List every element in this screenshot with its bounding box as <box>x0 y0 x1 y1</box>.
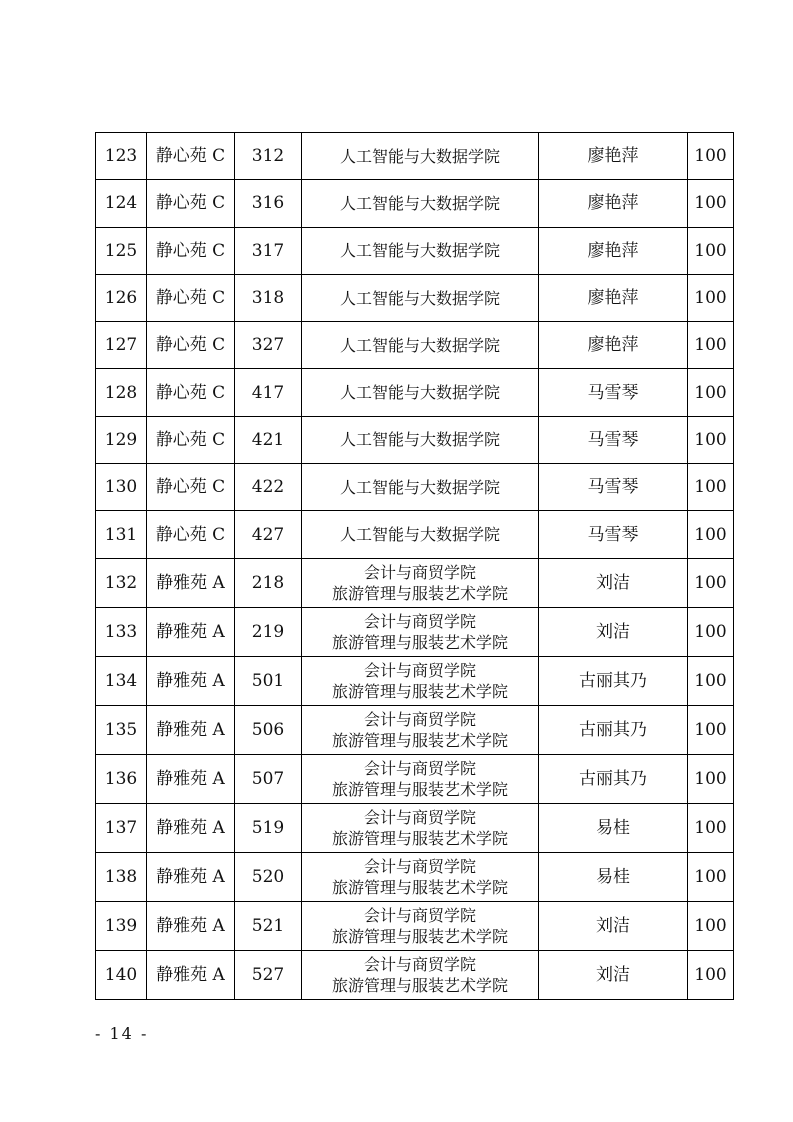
room-number-cell: 218 <box>235 558 302 607</box>
table-row <box>96 322 734 369</box>
building-cell: 静心苑 C <box>147 322 235 369</box>
college-name: 人工智能与大数据学院 <box>339 335 500 355</box>
college-name: 人工智能与大数据学院 <box>339 288 500 308</box>
college-name: 人工智能与大数据学院 <box>339 383 500 403</box>
building-cell: 静心苑 C <box>147 464 235 511</box>
person-cell: 刘洁 <box>539 901 688 950</box>
college-name: 人工智能与大数据学院 <box>339 241 500 261</box>
room-number-cell: 520 <box>235 852 302 901</box>
table-row <box>96 607 734 656</box>
college-name: 旅游管理与服装艺术学院 <box>331 877 508 897</box>
college-name: 人工智能与大数据学院 <box>339 525 500 545</box>
row-number-cell: 134 <box>96 656 147 705</box>
row-number-cell: 124 <box>96 180 147 227</box>
building-cell: 静雅苑 A <box>147 705 235 754</box>
table-row <box>96 274 734 321</box>
college-name: 旅游管理与服装艺术学院 <box>331 730 508 750</box>
room-number-cell: 501 <box>235 656 302 705</box>
row-number-cell: 140 <box>96 950 147 999</box>
row-number-cell: 132 <box>96 558 147 607</box>
score-cell: 100 <box>688 705 734 754</box>
person-cell: 廖艳萍 <box>539 133 688 180</box>
person-cell: 古丽其乃 <box>539 754 688 803</box>
college-name: 旅游管理与服装艺术学院 <box>331 632 508 652</box>
table-row <box>96 464 734 511</box>
college-name: 会计与商贸学院 <box>363 660 476 680</box>
table-row <box>96 227 734 274</box>
building-cell: 静雅苑 A <box>147 803 235 852</box>
score-cell: 100 <box>688 803 734 852</box>
row-number-cell: 125 <box>96 227 147 274</box>
room-number-cell: 521 <box>235 901 302 950</box>
college-name: 人工智能与大数据学院 <box>339 477 500 497</box>
room-number-cell: 519 <box>235 803 302 852</box>
table-row <box>96 803 734 852</box>
row-number-cell: 137 <box>96 803 147 852</box>
table-row <box>96 416 734 463</box>
person-cell: 马雪琴 <box>539 464 688 511</box>
score-cell: 100 <box>688 369 734 416</box>
score-cell: 100 <box>688 950 734 999</box>
college-cell <box>302 803 539 852</box>
room-number-cell: 507 <box>235 754 302 803</box>
score-cell: 100 <box>688 416 734 463</box>
person-cell: 廖艳萍 <box>539 322 688 369</box>
table-row <box>96 754 734 803</box>
row-number-cell: 139 <box>96 901 147 950</box>
person-cell: 古丽其乃 <box>539 705 688 754</box>
college-cell <box>302 705 539 754</box>
college-cell <box>302 180 539 227</box>
score-cell: 100 <box>688 133 734 180</box>
building-cell: 静雅苑 A <box>147 607 235 656</box>
college-cell <box>302 607 539 656</box>
college-name: 会计与商贸学院 <box>363 709 476 729</box>
score-cell: 100 <box>688 607 734 656</box>
college-name: 旅游管理与服装艺术学院 <box>331 828 508 848</box>
college-cell <box>302 274 539 321</box>
table-row <box>96 901 734 950</box>
row-number-cell: 130 <box>96 464 147 511</box>
college-name: 旅游管理与服装艺术学院 <box>331 779 508 799</box>
table-row <box>96 511 734 558</box>
score-cell: 100 <box>688 511 734 558</box>
building-cell: 静心苑 C <box>147 133 235 180</box>
room-number-cell: 427 <box>235 511 302 558</box>
building-cell: 静心苑 C <box>147 274 235 321</box>
table-row <box>96 133 734 180</box>
table-row <box>96 180 734 227</box>
score-cell: 100 <box>688 322 734 369</box>
room-number-cell: 417 <box>235 369 302 416</box>
score-cell: 100 <box>688 754 734 803</box>
college-name: 会计与商贸学院 <box>363 905 476 925</box>
person-cell: 刘洁 <box>539 558 688 607</box>
college-cell <box>302 416 539 463</box>
room-number-cell: 527 <box>235 950 302 999</box>
room-number-cell: 506 <box>235 705 302 754</box>
row-number-cell: 127 <box>96 322 147 369</box>
score-cell: 100 <box>688 656 734 705</box>
room-number-cell: 327 <box>235 322 302 369</box>
table-body <box>96 133 734 1000</box>
college-name: 会计与商贸学院 <box>363 954 476 974</box>
person-cell: 马雪琴 <box>539 511 688 558</box>
row-number-cell: 123 <box>96 133 147 180</box>
college-name: 旅游管理与服装艺术学院 <box>331 681 508 701</box>
college-name: 人工智能与大数据学院 <box>339 430 500 450</box>
person-cell: 易桂 <box>539 803 688 852</box>
row-number-cell: 128 <box>96 369 147 416</box>
college-cell <box>302 852 539 901</box>
row-number-cell: 133 <box>96 607 147 656</box>
person-cell: 马雪琴 <box>539 416 688 463</box>
person-cell: 古丽其乃 <box>539 656 688 705</box>
college-cell <box>302 656 539 705</box>
row-number-cell: 138 <box>96 852 147 901</box>
college-cell <box>302 558 539 607</box>
score-cell: 100 <box>688 464 734 511</box>
college-name: 人工智能与大数据学院 <box>339 146 500 166</box>
score-cell: 100 <box>688 558 734 607</box>
college-name: 会计与商贸学院 <box>363 807 476 827</box>
college-cell <box>302 754 539 803</box>
room-number-cell: 219 <box>235 607 302 656</box>
person-cell: 刘洁 <box>539 950 688 999</box>
college-name: 人工智能与大数据学院 <box>339 193 500 213</box>
person-cell: 刘洁 <box>539 607 688 656</box>
college-cell <box>302 464 539 511</box>
college-name: 旅游管理与服装艺术学院 <box>331 926 508 946</box>
room-number-cell: 422 <box>235 464 302 511</box>
person-cell: 廖艳萍 <box>539 180 688 227</box>
table-row <box>96 558 734 607</box>
table-row <box>96 705 734 754</box>
room-number-cell: 316 <box>235 180 302 227</box>
person-cell: 易桂 <box>539 852 688 901</box>
row-number-cell: 129 <box>96 416 147 463</box>
table-row <box>96 656 734 705</box>
dormitory-score-table <box>95 132 734 1000</box>
college-name: 旅游管理与服装艺术学院 <box>331 975 508 995</box>
college-name: 会计与商贸学院 <box>363 758 476 778</box>
room-number-cell: 317 <box>235 227 302 274</box>
row-number-cell: 131 <box>96 511 147 558</box>
building-cell: 静雅苑 A <box>147 558 235 607</box>
room-number-cell: 312 <box>235 133 302 180</box>
college-name: 旅游管理与服装艺术学院 <box>331 583 508 603</box>
page-number: - 14 - <box>95 1024 149 1043</box>
table-row <box>96 950 734 999</box>
room-number-cell: 318 <box>235 274 302 321</box>
college-name: 会计与商贸学院 <box>363 562 476 582</box>
score-cell: 100 <box>688 180 734 227</box>
college-name: 会计与商贸学院 <box>363 611 476 631</box>
building-cell: 静心苑 C <box>147 180 235 227</box>
building-cell: 静雅苑 A <box>147 754 235 803</box>
college-name: 会计与商贸学院 <box>363 856 476 876</box>
score-cell: 100 <box>688 227 734 274</box>
person-cell: 廖艳萍 <box>539 274 688 321</box>
building-cell: 静雅苑 A <box>147 950 235 999</box>
score-cell: 100 <box>688 274 734 321</box>
table-row <box>96 852 734 901</box>
score-cell: 100 <box>688 852 734 901</box>
person-cell: 马雪琴 <box>539 369 688 416</box>
row-number-cell: 136 <box>96 754 147 803</box>
person-cell: 廖艳萍 <box>539 227 688 274</box>
college-cell <box>302 133 539 180</box>
row-number-cell: 135 <box>96 705 147 754</box>
row-number-cell: 126 <box>96 274 147 321</box>
building-cell: 静心苑 C <box>147 369 235 416</box>
college-cell <box>302 322 539 369</box>
table-row <box>96 369 734 416</box>
building-cell: 静雅苑 A <box>147 656 235 705</box>
building-cell: 静雅苑 A <box>147 901 235 950</box>
room-number-cell: 421 <box>235 416 302 463</box>
college-cell <box>302 227 539 274</box>
college-cell <box>302 950 539 999</box>
college-cell <box>302 901 539 950</box>
building-cell: 静心苑 C <box>147 416 235 463</box>
building-cell: 静心苑 C <box>147 227 235 274</box>
building-cell: 静心苑 C <box>147 511 235 558</box>
score-cell: 100 <box>688 901 734 950</box>
college-cell <box>302 511 539 558</box>
building-cell: 静雅苑 A <box>147 852 235 901</box>
college-cell <box>302 369 539 416</box>
